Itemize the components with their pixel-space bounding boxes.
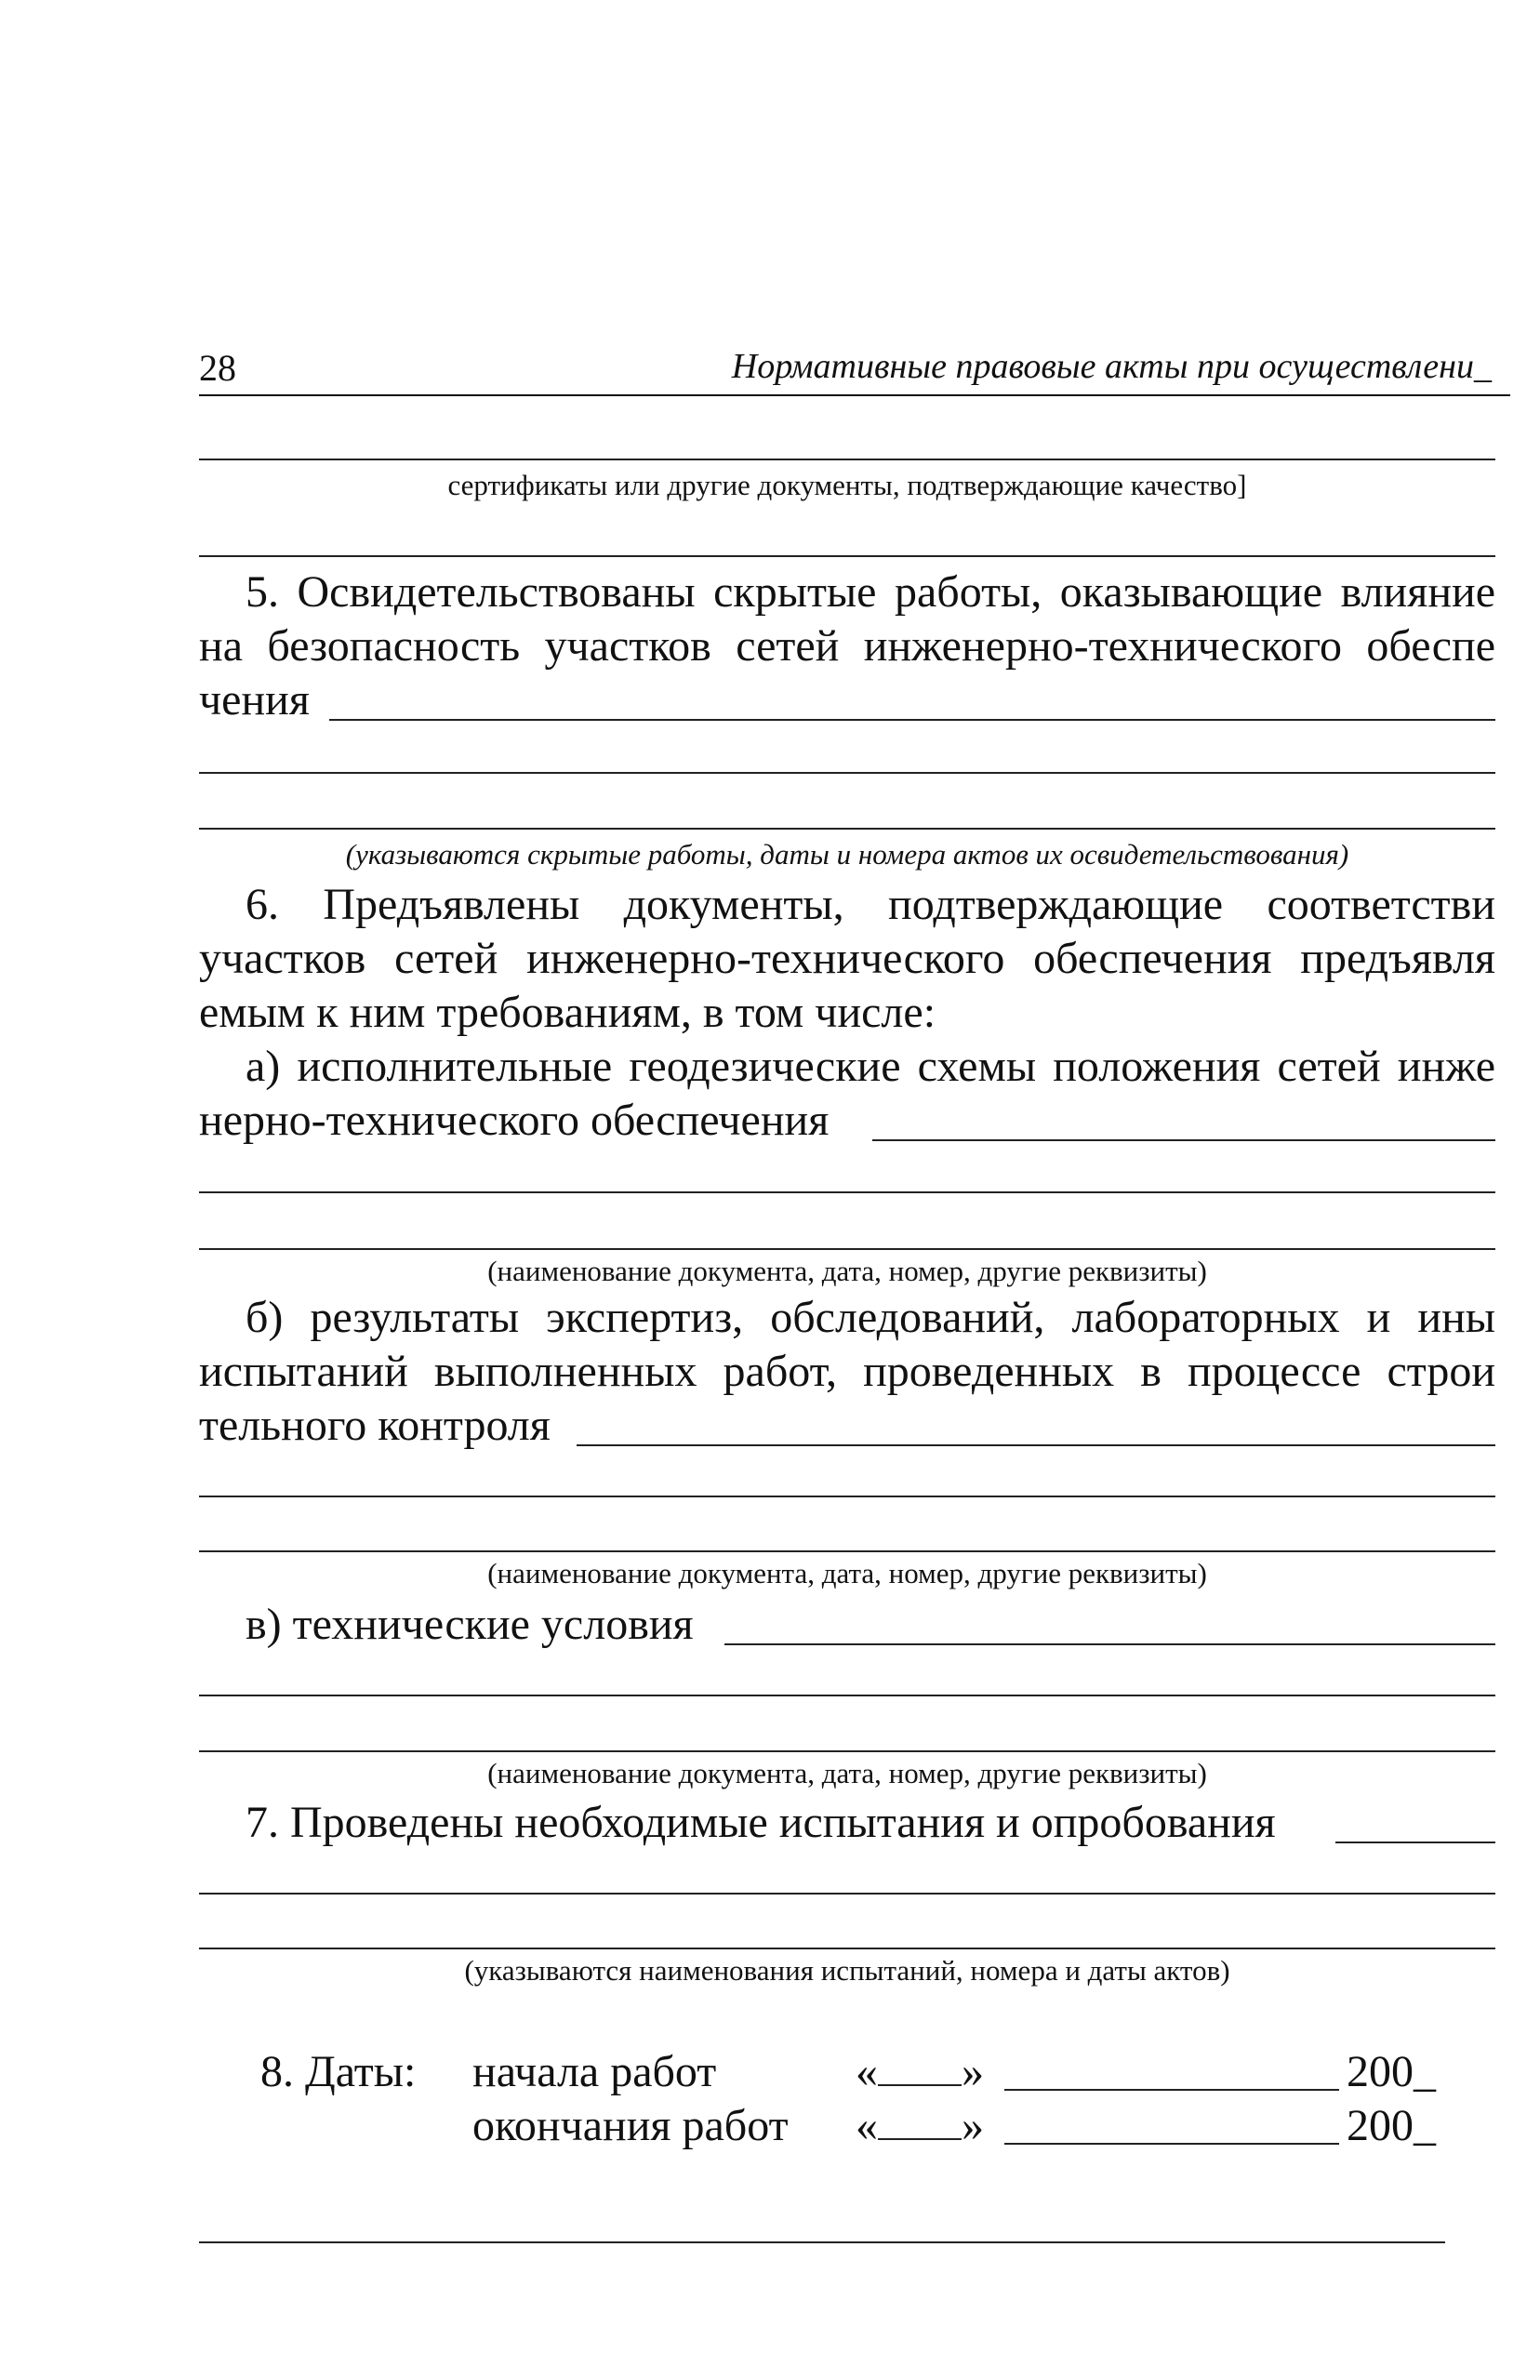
section6-line1: 6. Предъявлены документы, подтверждающие соответстви (246, 880, 1495, 929)
close-quote: » (962, 2047, 984, 2096)
dates-label: 8. Даты: (260, 2047, 417, 2096)
section5-line3-wrap (199, 674, 1495, 726)
section5-line3: чения (199, 675, 310, 725)
close-quote: » (962, 2101, 984, 2150)
section7-line1-wrap (199, 1797, 1495, 1849)
fill-line[interactable] (199, 772, 1495, 774)
fill-line[interactable] (1335, 1797, 1495, 1843)
date-start-row (260, 2046, 1479, 2098)
fill-line[interactable] (199, 2241, 1445, 2243)
fill-line[interactable] (199, 459, 1495, 460)
caption-hidden-works: (указываются скрытые работы, даты и номера актов их освидетельствования) (345, 838, 1349, 871)
end-day-field[interactable] (856, 2100, 984, 2152)
section6-line3: емым к ним требованиям, в том числе: (199, 988, 936, 1037)
caption-doc-b: (наименование документа, дата, номер, другие реквизиты) (487, 1557, 1207, 1589)
fill-line[interactable] (199, 1750, 1495, 1752)
section6-v-line1-wrap (199, 1599, 1495, 1651)
date-end-row (260, 2100, 1479, 2152)
end-year[interactable]: 200_ (1347, 2101, 1436, 2150)
section6-b-line3-wrap (199, 1400, 1495, 1452)
running-title: Нормативные правовые акты при осуществлени_ (731, 347, 1492, 386)
caption-doc-a: (наименование документа, дата, номер, другие реквизиты) (487, 1255, 1207, 1287)
fill-line[interactable] (199, 828, 1495, 830)
fill-line[interactable] (199, 1496, 1495, 1497)
fill-line[interactable] (199, 1893, 1495, 1895)
day-blank[interactable] (878, 2047, 962, 2086)
start-day-field[interactable] (856, 2046, 984, 2098)
caption-doc-v: (наименование документа, дата, номер, другие реквизиты) (487, 1757, 1207, 1789)
start-year[interactable]: 200_ (1347, 2047, 1436, 2096)
section6-v-line1: в) технические условия (246, 1600, 694, 1649)
start-label: начала работ (472, 2047, 717, 2096)
fill-line[interactable] (199, 1948, 1495, 1949)
fill-line[interactable] (872, 1095, 1495, 1141)
section6-line2: участков сетей инженерно-технического обеспечения предъявля (199, 934, 1495, 983)
section6-b-line1: б) результаты экспертиз, обследований, лабораторных и ины (246, 1293, 1495, 1342)
section6-b-line3: тельного контроля (199, 1401, 551, 1450)
page-number: 28 (199, 347, 236, 389)
section6-a-line1: а) исполнительные геодезические схемы положения сетей инже (246, 1042, 1495, 1091)
section5-line1: 5. Освидетельствованы скрытые работы, оказывающие влияние (246, 567, 1495, 617)
day-blank[interactable] (878, 2101, 962, 2140)
fill-line[interactable] (577, 1400, 1495, 1446)
fill-line[interactable] (199, 555, 1495, 557)
fill-line[interactable] (199, 1695, 1495, 1696)
fill-line[interactable] (724, 1599, 1495, 1645)
end-label: окончания работ (472, 2101, 789, 2150)
open-quote: « (856, 2101, 878, 2150)
section6-a-line2-wrap (199, 1095, 1495, 1147)
fill-line[interactable] (199, 1191, 1495, 1193)
fill-line[interactable] (199, 1550, 1495, 1552)
section6-a-line2: нерно-технического обеспечения (199, 1096, 830, 1145)
open-quote: « (856, 2047, 878, 2096)
page-header (199, 346, 1510, 396)
fill-line[interactable] (329, 674, 1495, 721)
caption-tests: (указываются наименования испытаний, номера и даты актов) (464, 1954, 1230, 1987)
start-month-blank[interactable] (1004, 2046, 1339, 2091)
section6-b-line2: испытаний выполненных работ, проведенных в процессе строи (199, 1347, 1495, 1396)
end-month-blank[interactable] (1004, 2100, 1339, 2145)
section7-line1: 7. Проведены необходимые испытания и опробования (246, 1798, 1276, 1847)
fill-line[interactable] (199, 1248, 1495, 1250)
caption-certificates: сертификаты или другие документы, подтверждающие качество] (447, 469, 1247, 501)
section5-line2: на безопасность участков сетей инженерно-технического обеспе (199, 621, 1495, 671)
